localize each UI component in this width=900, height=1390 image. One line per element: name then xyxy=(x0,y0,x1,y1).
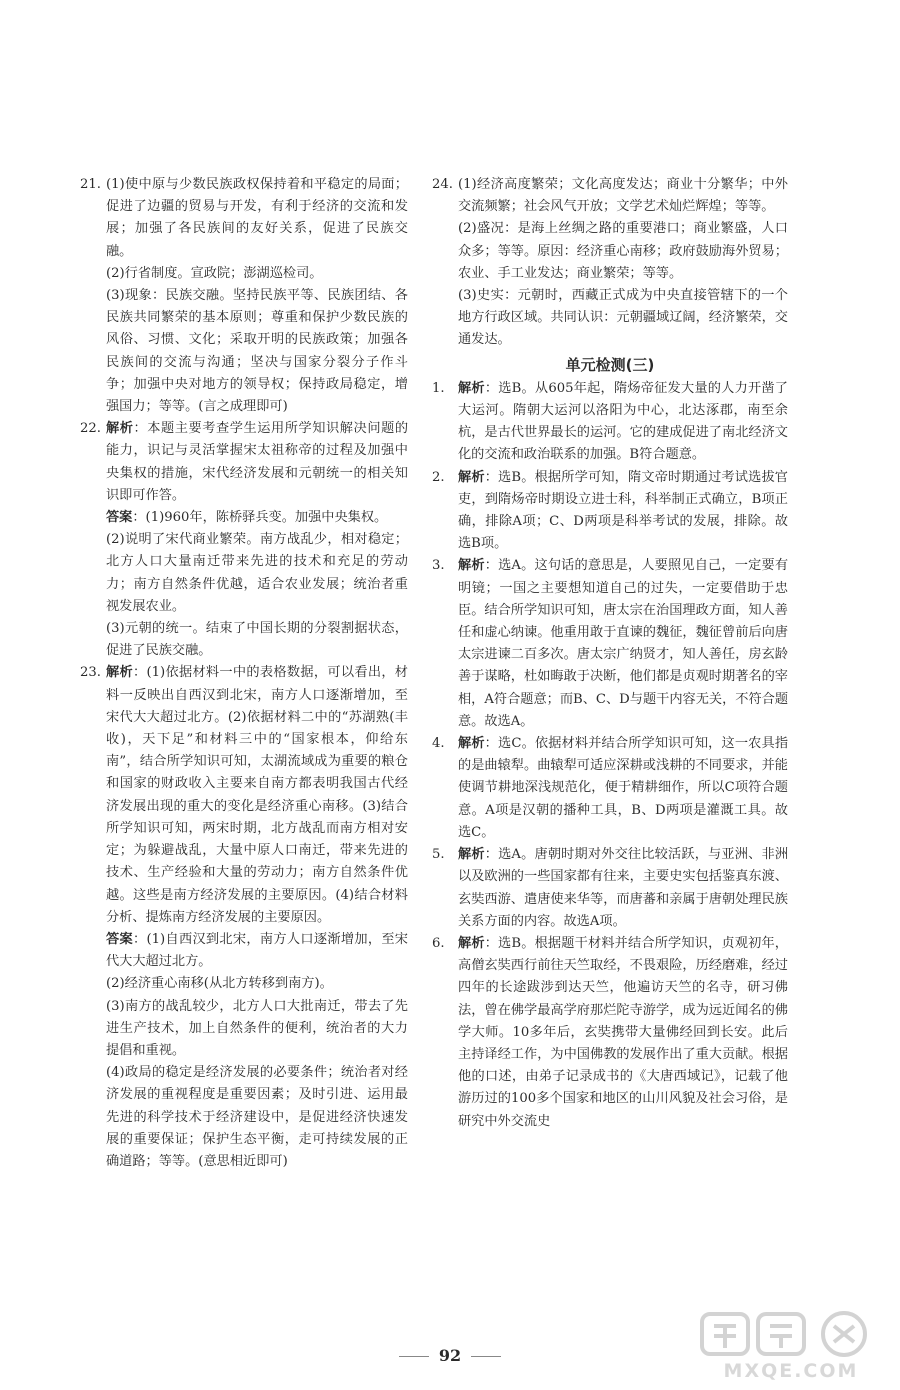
analysis-text: ：选A。这句话的意思是，人要照见自己，一定要有明镜；一国之主要想知道自己的过失，一定要借助于忠臣。结合所学知识可知，唐太宗在治国理政方面，知人善任和虚心纳谏。他重用敢于直谏的魏征，魏征曾前后向唐太宗进谏二百多次。唐太宗广纳贤才，知人善任，房玄龄善于谋略，杜如晦敢于决断，他们都是贞观时期著名的宰相，A符合题意；而B、C、D与题干内容无关，不符合题意。故选A。 xyxy=(458,558,789,729)
question-number: 24. xyxy=(432,177,453,192)
analysis-text: ：选C。依据材料并结合所学知识可知，这一农具指的是曲辕犁。曲辕犁可适应深耕或浅耕的不同要求，并能使调节耕地深浅规范化，便于精耕细作，所以C项符合题意。A项是汉朝的播种工具，B、D两项是灌溉工具。故选C。 xyxy=(458,736,789,840)
question-6 xyxy=(432,933,788,1133)
answer-paragraph: (2)盛况：是海上丝绸之路的重要港口；商业繁盛，人口众多；等等。原因：经济重心南移；政府鼓励海外贸易；农业、手工业发达；商业繁荣；等等。 xyxy=(458,221,788,281)
watermark-text: MXQE.COM xyxy=(723,1360,859,1382)
answer-paragraph: (2)经济重心南移(从北方转移到南方)。 xyxy=(106,976,333,992)
question-2 xyxy=(432,467,788,556)
answer-paragraph: (2)说明了宋代商业繁荣。南方战乱少，相对稳定；北方人口大量南迁带来先进的技术和充足的劳动力；南方自然条件优越，适合农业发展；统治者重视发展农业。 xyxy=(106,532,408,614)
analysis-text: ：选B。根据所学可知，隋文帝时期通过考试选拔官吏，到隋炀帝时期设立进士科，科举制正式确立，B项正确，排除A项；C、D两项是科举考试的发展，排除。故选B项。 xyxy=(458,469,788,552)
answer-paragraph xyxy=(458,844,788,933)
question-1 xyxy=(432,378,788,467)
answer-paragraph: (3)史实：元朝时，西藏正式成为中央直接管辖下的一个地方行政区域。共同认识：元朝疆域辽阔，经济繁荣，交通发达。 xyxy=(458,288,788,348)
question-4 xyxy=(432,733,788,844)
answer-paragraph: (1)使中原与少数民族政权保持着和平稳定的局面；促进了边疆的贸易与开发，有利于经济的交流和发展；加强了各民族间的友好关系，促进了民族交融。 xyxy=(106,177,408,259)
answer-label: 答案 xyxy=(106,931,133,947)
analysis-text: ：本题主要考查学生运用所学知识解决问题的能力，识记与灵活掌握宋太祖称帝的过程及加强中央集权的措施，宋代经济发展和元朝统一的相关知识即可作答。 xyxy=(106,421,409,503)
question-23 xyxy=(80,662,408,1173)
question-22 xyxy=(80,418,408,662)
answer-paragraph: (3)元朝的统一。结束了中国长期的分裂割据状态，促进了民族交融。 xyxy=(106,621,408,659)
analysis-text: ：选B。根据题干材料并结合所学知识，贞观初年，高僧玄奘西行前往天竺取经，不畏艰险，历经磨难，经过四年的长途跋涉到达天竺，他遍访天竺的名寺，研习佛法，曾在佛学最高学府那烂陀寺游学，成为远近闻名的佛学大师。10多年后，玄奘携带大量佛经回到长安。此后主持译经工作，为中国佛教的发展作出了重大贡献。根据他的口述，由弟子记录成书的《大唐西域记》，记载了他游历过的100多个国家和地区的山川风貌及社会习俗，是研究中外交流史 xyxy=(458,935,788,1129)
answer-paragraph: (4)政局的稳定是经济发展的必要条件；统治者对经济发展的重视程度是重要因素；及时引进、运用最先进的科学技术于经济建设中，是促进经济快速发展的重要保证；保护生态平衡，走可持续发展的正确道路；等等。(意思相近即可) xyxy=(106,1065,408,1169)
answer-text: ：(1)自西汉到北宋，南方人口逐渐增加，至宋代大大超过北方。 xyxy=(106,931,408,970)
watermark-logo-icon xyxy=(696,1310,886,1360)
answer-label: 答案 xyxy=(106,510,133,526)
answer-paragraph xyxy=(106,507,408,529)
question-number: 6. xyxy=(432,935,445,951)
answer-paragraph xyxy=(458,733,788,844)
answer-paragraph xyxy=(458,933,788,1133)
footer-rule-right xyxy=(471,1356,501,1357)
answer-text: ：(1)960年，陈桥驿兵变。加强中央集权。 xyxy=(132,510,388,526)
answer-paragraph: (3)现象：民族交融。坚持民族平等、民族团结、各民族共同繁荣的基本原则；尊重和保护少数民族的风俗、习惯、文化；采取开明的民族政策；加强各民族间的交流与沟通；坚决与国家分裂分子作斗争；加强中央对地方的领导权；保持政局稳定，增强国力；等等。(言之成理即可) xyxy=(106,288,408,415)
watermark-logo xyxy=(696,1310,886,1382)
page-number: 92 xyxy=(438,1346,462,1365)
analysis-label: 解析 xyxy=(106,665,133,681)
footer-rule-left xyxy=(399,1356,429,1357)
question-3 xyxy=(432,555,788,733)
right-column xyxy=(432,174,788,1133)
analysis-label: 解析 xyxy=(458,847,485,863)
answer-paragraph xyxy=(106,418,408,507)
answer-paragraph xyxy=(106,929,408,973)
section-title: 单元检测(三) xyxy=(565,355,655,374)
answer-paragraph: (2)行省制度。宣政院；澎湖巡检司。 xyxy=(106,265,323,281)
answer-paragraph xyxy=(458,555,788,733)
analysis-label: 解析 xyxy=(458,558,485,574)
question-number: 23. xyxy=(80,665,101,681)
question-number: 4. xyxy=(432,736,445,752)
analysis-label: 解析 xyxy=(458,935,485,951)
left-column xyxy=(80,174,408,1173)
analysis-text: ：选A。唐朝时期对外交往比较活跃，与亚洲、非洲以及欧洲的一些国家都有往来，主要史实包括鉴真东渡、玄奘西游、遣唐使来华等，而唐蕃和亲属于唐朝处理民族关系方面的内容。故选A项。 xyxy=(458,847,789,929)
analysis-label: 解析 xyxy=(106,421,134,437)
analysis-label: 解析 xyxy=(458,380,485,396)
question-number: 1. xyxy=(432,380,445,396)
question-number: 22. xyxy=(80,421,101,437)
answer-paragraph xyxy=(458,467,788,556)
analysis-text: ：(1)依据材料一中的表格数据，可以看出，材料一反映出自西汉到北宋，南方人口逐渐增加，至宋代大大超过北方。(2)依据材料二中的“苏湖熟(丰收)，天下足”和材料三中的“国家根本，仰给东南”，结合所学知识可知，太湖流域成为重要的粮仓和国家的财政收入主要来自南方都表明我国古代经济发展出现的重大的变化是经济重心南移。(3)结合所学知识可知，两宋时期，北方战乱而南方相对安定；为躲避战乱，大量中原人口南迁，带来先进的技术、生产经验和大量的劳动力；南方自然条件优越。这些是南方经济发展的主要原因。(4)结合材料分析、提炼南方经济发展的主要原因。 xyxy=(106,665,408,925)
analysis-text: ：选B。从605年起，隋炀帝征发大量的人力开凿了大运河。隋朝大运河以洛阳为中心，北达涿郡，南至余杭，是古代世界最长的运河。它的建成促进了南北经济文化的交流和政治联系的加强。B符合题意。 xyxy=(458,380,788,463)
question-number: 5. xyxy=(432,847,445,863)
analysis-label: 解析 xyxy=(458,736,485,752)
question-24 xyxy=(432,174,788,352)
analysis-label: 解析 xyxy=(458,469,485,485)
question-5 xyxy=(432,844,788,933)
answer-paragraph xyxy=(458,378,788,467)
question-number: 21. xyxy=(80,177,101,192)
answer-paragraph xyxy=(106,662,408,928)
question-number: 2. xyxy=(432,469,445,485)
question-number: 3. xyxy=(432,558,445,574)
answer-paragraph: (3)南方的战乱较少，北方人口大批南迁，带去了先进生产技术，加上自然条件的便利，统治者的大力提倡和重视。 xyxy=(106,998,408,1058)
question-21 xyxy=(80,174,408,418)
answer-paragraph: (1)经济高度繁荣；文化高度发达；商业十分繁华；中外交流频繁；社会风气开放；文学艺术灿烂辉煌；等等。 xyxy=(458,177,788,215)
